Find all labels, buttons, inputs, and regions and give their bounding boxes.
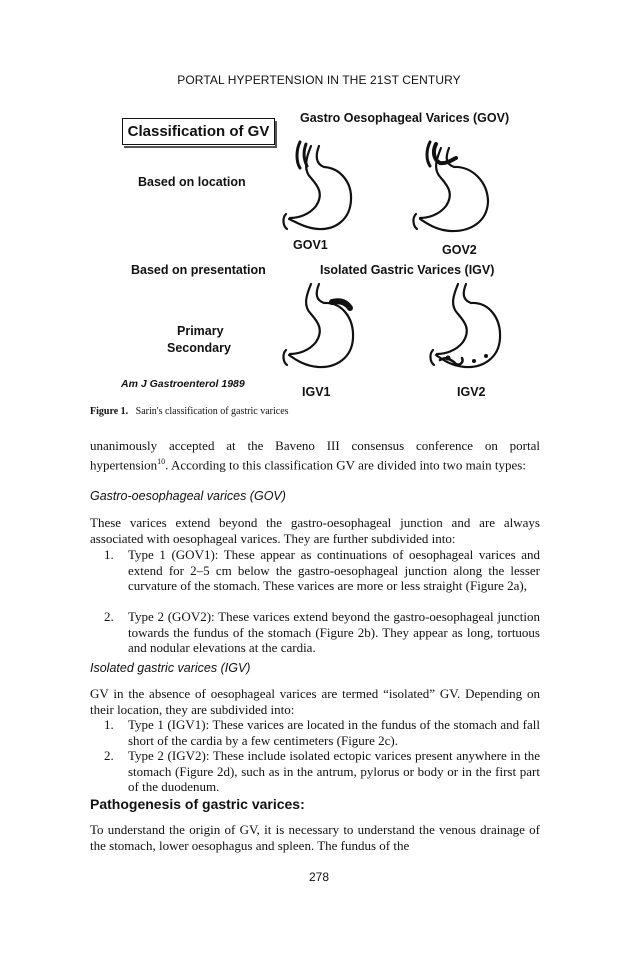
list-number: 1. <box>104 717 114 732</box>
reference-label: Am J Gastroenterol 1989 <box>121 378 245 390</box>
gov1-label: GOV1 <box>293 238 328 252</box>
paragraph-1-text-end: . According to this classification GV are divided into two main types: <box>165 456 526 472</box>
paragraph-2: These varices extend beyond the gastro-oesophageal junction and are always associated with oesophageal varices. They are further subdivided into: <box>90 515 540 546</box>
list-number: 1. <box>104 547 114 562</box>
gov2-stomach-icon <box>413 142 488 231</box>
based-on-location-label: Based on location <box>138 175 246 189</box>
classification-figure <box>0 0 638 410</box>
subheading-igv: Isolated gastric varices (IGV) <box>90 661 251 675</box>
based-on-presentation-label: Based on presentation <box>131 263 266 277</box>
list-item-text: Type 2 (GOV2): These varices extend beyond the gastro-oesophageal junction towards the fundus of the stomach (Figure 2b). They appear as long, tortuous and nodular elevations at the cardia. <box>128 609 540 655</box>
section-heading: Pathogenesis of gastric varices: <box>90 796 305 812</box>
gov-heading: Gastro Oesophageal Varices (GOV) <box>300 111 510 125</box>
igv-heading: Isolated Gastric Varices (IGV) <box>320 263 495 277</box>
paragraph-1 <box>90 438 540 472</box>
list-number: 2. <box>104 748 114 763</box>
igv-list-item <box>104 717 540 748</box>
secondary-label: Secondary <box>167 341 231 355</box>
igv2-varix-dot <box>472 359 476 363</box>
caption-label: Figure 1. <box>90 406 129 417</box>
paragraph-4: To understand the origin of GV, it is necessary to understand the venous drainage of the stomach, lower oesophagus and spleen. The fundus of the <box>90 822 540 853</box>
gov-list-item <box>104 609 540 656</box>
stomach-diagrams <box>0 0 638 410</box>
figure-caption <box>90 406 289 417</box>
list-number: 2. <box>104 609 114 624</box>
igv2-varix-dot <box>446 356 451 361</box>
list-item-text: Type 2 (IGV2): These include isolated ectopic varices present anywhere in the stomach (Figure 2d), such as in the antrum, pylorus or body or in the first part of the duodenum. <box>128 748 540 794</box>
list-item-text: Type 1 (IGV1): These varices are located in the fundus of the stomach and fall short of the cardia by a few centimeters (Figure 2c). <box>128 717 540 748</box>
classification-box-title: Classification of GV <box>122 118 275 145</box>
gov2-label: GOV2 <box>442 243 477 257</box>
igv1-label: IGV1 <box>302 385 331 399</box>
igv1-stomach-icon <box>283 284 353 367</box>
igv-list-item <box>104 748 540 795</box>
running-header: PORTAL HYPERTENSION IN THE 21ST CENTURY <box>177 73 461 87</box>
primary-label: Primary <box>177 324 224 338</box>
citation-superscript: 10 <box>157 456 166 466</box>
paragraph-3: GV in the absence of oesophageal varices are termed “isolated” GV. Depending on their location, they are subdivided into: <box>90 686 540 717</box>
paragraph-1-text: unanimously accepted at the Baveno III consensus conference on portal hypertension <box>90 438 540 472</box>
gov1-stomach-icon <box>283 142 351 229</box>
list-item-text: Type 1 (GOV1): These appear as continuations of oesophageal varices and extend for 2–5 cm below the gastro-oesophageal junction along the lesser curvature of the stomach. These varices are more or less straight (Figure 2a), <box>128 547 540 593</box>
igv2-label: IGV2 <box>457 385 486 399</box>
igv2-stomach-icon <box>430 284 500 367</box>
igv2-varix-dot <box>484 354 488 358</box>
caption-text: Sarin's classification of gastric varices <box>135 406 289 417</box>
gov-list-item <box>104 547 540 594</box>
page-number: 278 <box>308 870 330 884</box>
subheading-gov: Gastro-oesophageal varices (GOV) <box>90 489 286 503</box>
